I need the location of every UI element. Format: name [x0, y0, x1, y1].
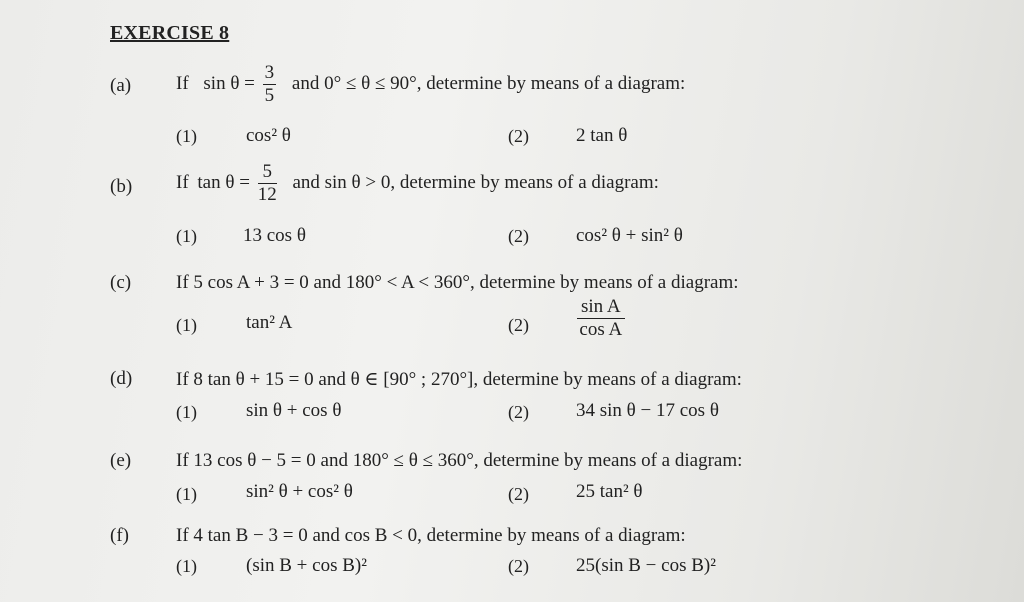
question-b-lhs: tan θ = — [197, 171, 250, 193]
fraction-b-den: 12 — [257, 184, 277, 205]
fraction-c — [577, 296, 625, 341]
question-c: If 5 cos A + 3 = 0 and 180° < A < 360°, determine by means of a diagram: — [176, 272, 739, 293]
fraction-c-den: cos A — [579, 319, 623, 340]
part-e1-expr: sin² θ + cos² θ — [246, 481, 353, 502]
part-f2-expr: 25(sin B − cos B)² — [576, 555, 716, 576]
question-a-if: If — [176, 72, 189, 94]
part-a1-label: (1) — [176, 126, 197, 146]
question-a-cond: and 0° ≤ θ ≤ 90°, determine by means of a diagram: — [291, 72, 686, 94]
part-a2-label: (2) — [508, 126, 529, 146]
part-a2-expr: 2 tan θ — [576, 125, 628, 146]
part-f1-expr: (sin B + cos B)² — [246, 555, 367, 576]
question-b-cond: and sin θ > 0, determine by means of a diagram: — [292, 171, 659, 193]
part-f1-label: (1) — [176, 556, 197, 576]
question-a-lhs: sin θ = — [203, 72, 255, 94]
part-b2-expr: cos² θ + sin² θ — [576, 225, 683, 246]
fraction-a-num: 3 — [264, 62, 275, 83]
question-d: If 8 tan θ + 15 = 0 and θ ∈ [90° ; 270°], determine by means of a diagram: — [176, 369, 742, 390]
question-a — [176, 62, 685, 107]
question-b — [176, 161, 659, 206]
part-e2-expr: 25 tan² θ — [576, 481, 643, 502]
fraction-a — [263, 62, 277, 107]
part-c1-expr: tan² A — [246, 312, 293, 333]
fraction-b-num: 5 — [258, 161, 277, 184]
fraction-c-num: sin A — [577, 296, 625, 319]
label-e: (e) — [110, 450, 132, 471]
label-a: (a) — [110, 75, 132, 96]
fraction-a-den: 5 — [264, 85, 275, 106]
question-b-if: If — [176, 171, 189, 193]
part-e1-label: (1) — [176, 484, 197, 504]
fraction-b — [258, 161, 277, 206]
part-e2-label: (2) — [508, 484, 529, 504]
part-c1-label: (1) — [176, 315, 197, 335]
question-e: If 13 cos θ − 5 = 0 and 180° ≤ θ ≤ 360°, determine by means of a diagram: — [176, 450, 743, 471]
part-d1-expr: sin θ + cos θ — [246, 400, 342, 421]
label-d: (d) — [110, 368, 133, 389]
part-b1-label: (1) — [176, 226, 197, 246]
exercise-title: EXERCISE 8 — [110, 22, 230, 44]
part-c2-expr — [574, 296, 628, 341]
label-b: (b) — [110, 176, 133, 197]
label-f: (f) — [110, 525, 129, 546]
question-f: If 4 tan B − 3 = 0 and cos B < 0, determine by means of a diagram: — [176, 525, 686, 546]
part-b1-expr: 13 cos θ — [243, 225, 306, 246]
part-f2-label: (2) — [508, 556, 529, 576]
part-d1-label: (1) — [176, 402, 197, 422]
part-c2-label: (2) — [508, 315, 529, 335]
label-c: (c) — [110, 272, 132, 293]
part-d2-label: (2) — [508, 402, 529, 422]
part-a1-expr: cos² θ — [246, 125, 291, 146]
part-b2-label: (2) — [508, 226, 529, 246]
part-d2-expr: 34 sin θ − 17 cos θ — [576, 400, 719, 421]
